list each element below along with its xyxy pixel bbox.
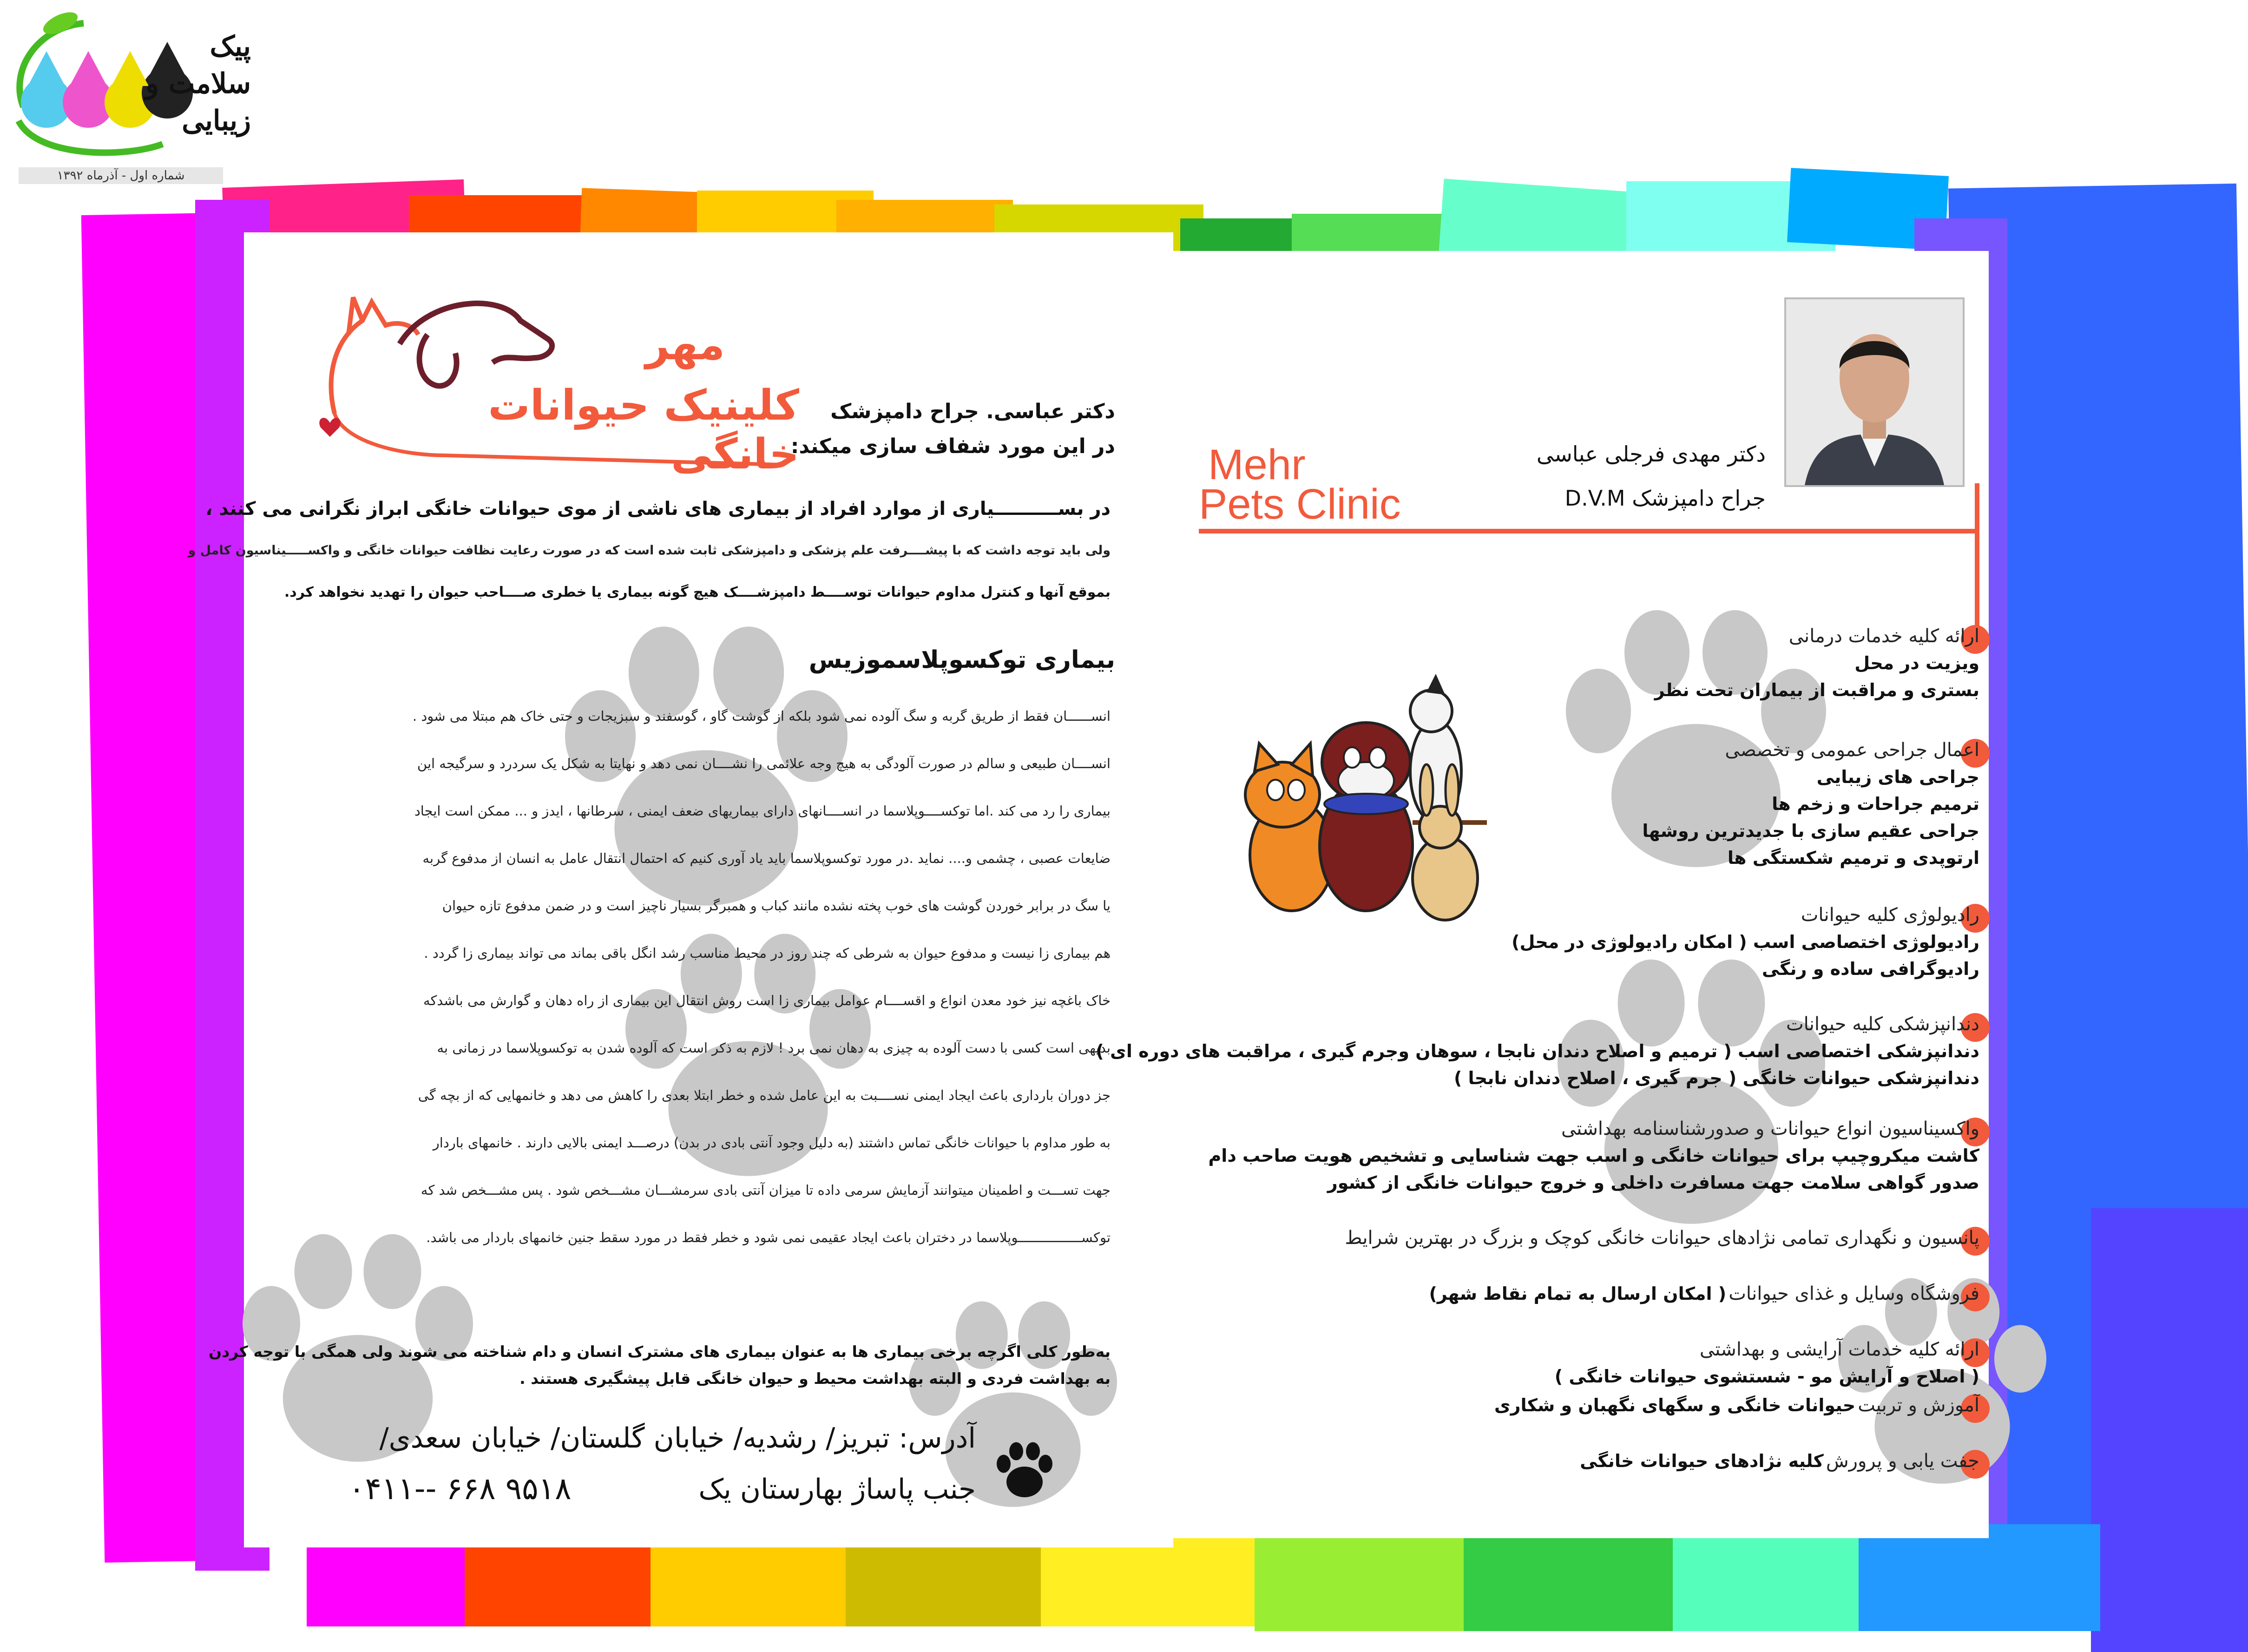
service-detail: ( اصلاح و آرایش مو - شستشوی حیوانات خانگی ) xyxy=(1554,1366,1979,1387)
service-detail: جراحی عقیم سازی با جدیدترین روشها xyxy=(1642,821,1979,841)
article-body-line: هم بیماری زا نیست و مدفوع حیوان به شرطی که چند روز در محیط مناسب رشد انگل باقی بماند می تواند بیماری زا گردد . xyxy=(424,945,1111,961)
article-body-line: انســــان طبیعی و سالم در صورت آلودگی به هیچ وجه علائمی را نشــــان نمی دهد و نهایتا به شکل یک سردرد و سرگیجه این xyxy=(417,756,1111,771)
intro-line-2: در این مورد شفاف سازی میکند: xyxy=(790,434,1115,458)
service-item xyxy=(1440,902,1979,982)
service-detail: دندانپزشکی اختصاصی اسب ( ترمیم و اصلاح دندان نابجا ، سوهان وجرم گیری ، مراقبت های دوره ای ) xyxy=(1096,1041,1979,1061)
conclusion-line: به‌طور کلی اگرچه برخی بیماری ها به عنوان بیماری های مشترک انسان و دام شناخته می شوند ولی همگی با توجه کردن xyxy=(209,1343,1111,1361)
service-item xyxy=(1440,737,1979,871)
service-detail: رادیولوژی اختصاصی اسب ( امکان رادیولوژی در محل) xyxy=(1512,932,1979,952)
doctor-title: جراح دامپزشک D.V.M xyxy=(1564,486,1766,511)
service-detail: ارتوپدی و ترمیم شکستگی ها xyxy=(1727,848,1979,868)
service-item xyxy=(1440,623,1979,704)
service-title: جفت یابی و پرورش xyxy=(1826,1450,1979,1472)
header-rule-vertical xyxy=(1975,483,1979,637)
intro-line-1: دکتر عباسی. جراح دامپزشک xyxy=(830,400,1115,423)
service-item xyxy=(1301,1224,1979,1251)
doctor-name: دکتر مهدی فرجلی عباسی xyxy=(1536,441,1766,467)
article-body xyxy=(260,692,1111,1261)
service-detail: ویزیت در محل xyxy=(1854,653,1979,673)
service-detail: کاشت میکروچیپ برای حیوانات خانگی و اسب جهت شناسایی و تشخیص هویت صاحب دام xyxy=(1208,1145,1979,1166)
service-detail: ترمیم جراحات و زخم ها xyxy=(1772,794,1979,814)
service-title: ارائه کلیه خدمات آرایشی و بهداشتی xyxy=(1699,1339,1979,1360)
service-detail: حیوانات خانگی و سگهای نگهبان و شکاری xyxy=(1494,1395,1856,1415)
phone-number: ۰۴۱۱-- ۶۶۸ ۹۵۱۸ xyxy=(348,1471,572,1507)
service-item xyxy=(1394,1280,1979,1307)
service-detail: کلیه نژادهای حیوانات خانگی xyxy=(1580,1451,1824,1471)
service-title: ارائه کلیه خدمات درمانی xyxy=(1788,625,1979,647)
service-item xyxy=(1208,1115,1979,1196)
magazine-logo-text: پیک سلامت و زیبایی xyxy=(145,30,251,137)
brand-english-line2: Pets Clinic xyxy=(1199,480,1401,528)
service-title: دندانپزشکی کلیه حیوانات xyxy=(1786,1014,1979,1035)
service-title: آموزش و تربیت xyxy=(1858,1395,1979,1416)
service-title: فروشگاه وسایل و غذای حیوانات xyxy=(1729,1283,1979,1304)
person-icon xyxy=(1786,299,1963,485)
service-title: واکسیناسیون انواع حیوانات و صدورشناسنامه بهداشتی xyxy=(1561,1118,1979,1139)
paw-icon xyxy=(990,1436,1059,1506)
issue-label: شماره اول - آذرماه ۱۳۹۲ xyxy=(19,167,223,184)
service-detail: صدور گواهی سلامت جهت مسافرت داخلی و خروج حیوانات خانگی از کشور xyxy=(1327,1172,1979,1193)
article-body-line: جهت تســـت و اطمینان میتوانند آزمایش سرمی داده تا میزان آنتی بادی سرمشـــان مشـــخص شود . پس مشـــخص شد که xyxy=(421,1182,1111,1198)
conclusion xyxy=(209,1338,1111,1392)
clinic-name: کلینیک حیوانات خانگی xyxy=(488,381,799,479)
service-detail: ( امکان ارسال به تمام نقاط شهر) xyxy=(1429,1283,1727,1304)
address-line-2: جنب پاساژ بهارستان یک xyxy=(698,1473,976,1506)
article-body-line: جز دوران بارداری باعث ایجاد ایمنی نســــبت به این عامل شده و خطر ابتلا بعدی را کاهش می دهد و خانمهایی که از بچه گی xyxy=(418,1087,1111,1103)
article-body-line: بدیهی است کسی با دست آلوده به چیزی به دهان نمی برد ! لازم به ذکر است که آلوده شدن به توکسوپلاسما در زمانی به xyxy=(437,1040,1111,1056)
service-item xyxy=(1394,1392,1979,1419)
header-rule xyxy=(1199,529,1979,533)
service-detail: رادیوگرافی ساده و رنگی xyxy=(1762,959,1979,979)
service-detail: جراحی های زیبایی xyxy=(1816,767,1979,787)
service-title: رادیولوژی کلیه حیوانات xyxy=(1801,904,1979,926)
service-item xyxy=(1394,1448,1979,1474)
article-body-line: انســــــان فقط از طریق گربه و سگ آلوده نمی شود بلکه از گوشت گاو ، گوسفند و سبزیجات و حتی خاک هم مبتلا می شود . xyxy=(412,708,1111,724)
intro-paragraph-line: بموقع آنها و کنترل مداوم حیوانات توســــط دامپزشــــک هیچ گونه بیماری یا خطری صــــاحب حیوان را تهدید نخواهد کرد. xyxy=(284,584,1111,600)
intro-paragraph-line: در بســــــــــیاری از موارد افراد از بیماری های ناشی از موی حیوانات خانگی ابراز نگرانی می کنند ، xyxy=(205,498,1111,520)
brand-english-line1: Mehr xyxy=(1208,441,1306,488)
service-title: اعمال جراحی عمومی و تخصصی xyxy=(1725,739,1979,761)
address-line-1: آدرس: تبریز/ رشدیه/ خیابان گلستان/ خیابان سعدی/ xyxy=(379,1422,976,1455)
article-body-line: یا سگ در برابر خوردن گوشت های خوب پخته نشده مانند کباب و همبرگر بسیار ناچیز است و در ضمن مدفوع تازه حیوان xyxy=(442,898,1111,914)
article-body-line: خاک باغچه نیز خود معدن انواع و اقســــام عوامل بیماری زا است روش انتقال این بیماری از راه دهان و گوارش می باشدکه xyxy=(423,993,1111,1008)
article-heading: بیماری توکسوپلاسموزیس xyxy=(808,646,1115,674)
article-body-line: توکســــــــــــــــوپلاسما در دختران باعث ایجاد عقیمی نمی شود و خطر فقط در مورد سقط جنین خانمهای باردار می باشد. xyxy=(426,1230,1111,1245)
service-item xyxy=(1301,1336,1979,1390)
intro-paragraph-line: ولی باید توجه داشت که با پیشــــرفت علم پزشکی و دامپزشکی ثابت شده است که در صورت رعایت نظافت حیوانات خانگی و واکســـــیناسیون کامل و xyxy=(188,543,1111,558)
service-item xyxy=(1096,1011,1979,1092)
doctor-photo xyxy=(1784,297,1965,487)
article-body-line: بیماری را رد می کند .اما توکســــوپلاسما در انســــانهای دارای بیماریهای ضعف ایمنی ، سرطانها ، ایدز و ... ممکن است ایجاد xyxy=(414,803,1111,819)
service-title: پانسیون و نگهداری تمامی نژادهای حیوانات خانگی کوچک و بزرگ در بهترین شرایط xyxy=(1345,1227,1979,1249)
service-detail: بستری و مراقبت از بیماران تحت نظر xyxy=(1654,680,1979,700)
service-detail: دندانپزشکی حیوانات خانگی ( جرم گیری ، اصلاح دندان نابجا ) xyxy=(1453,1068,1979,1088)
clinic-brand-word: مهر xyxy=(645,321,725,369)
article-body-line: به طور مداوم با حیوانات خانگی تماس داشتند (به دلیل وجود آنتی بادی در بدن) درصـــد ایمنی بالایی دارند . خانمهای باردار xyxy=(433,1135,1111,1151)
article-body-line: ضایعات عصبی ، چشمی و.... نماید .در مورد توکسوپلاسما باید یاد آوری کنیم که احتمال انتقال عامل به انسان از مدفوع گربه xyxy=(422,850,1111,866)
magazine-logo xyxy=(9,5,251,186)
intro-paragraph xyxy=(188,488,1111,613)
conclusion-line: به بهداشت فردی و البته بهداشت محیط و حیوان خانگی قابل پیشگیری هستند . xyxy=(519,1369,1111,1388)
